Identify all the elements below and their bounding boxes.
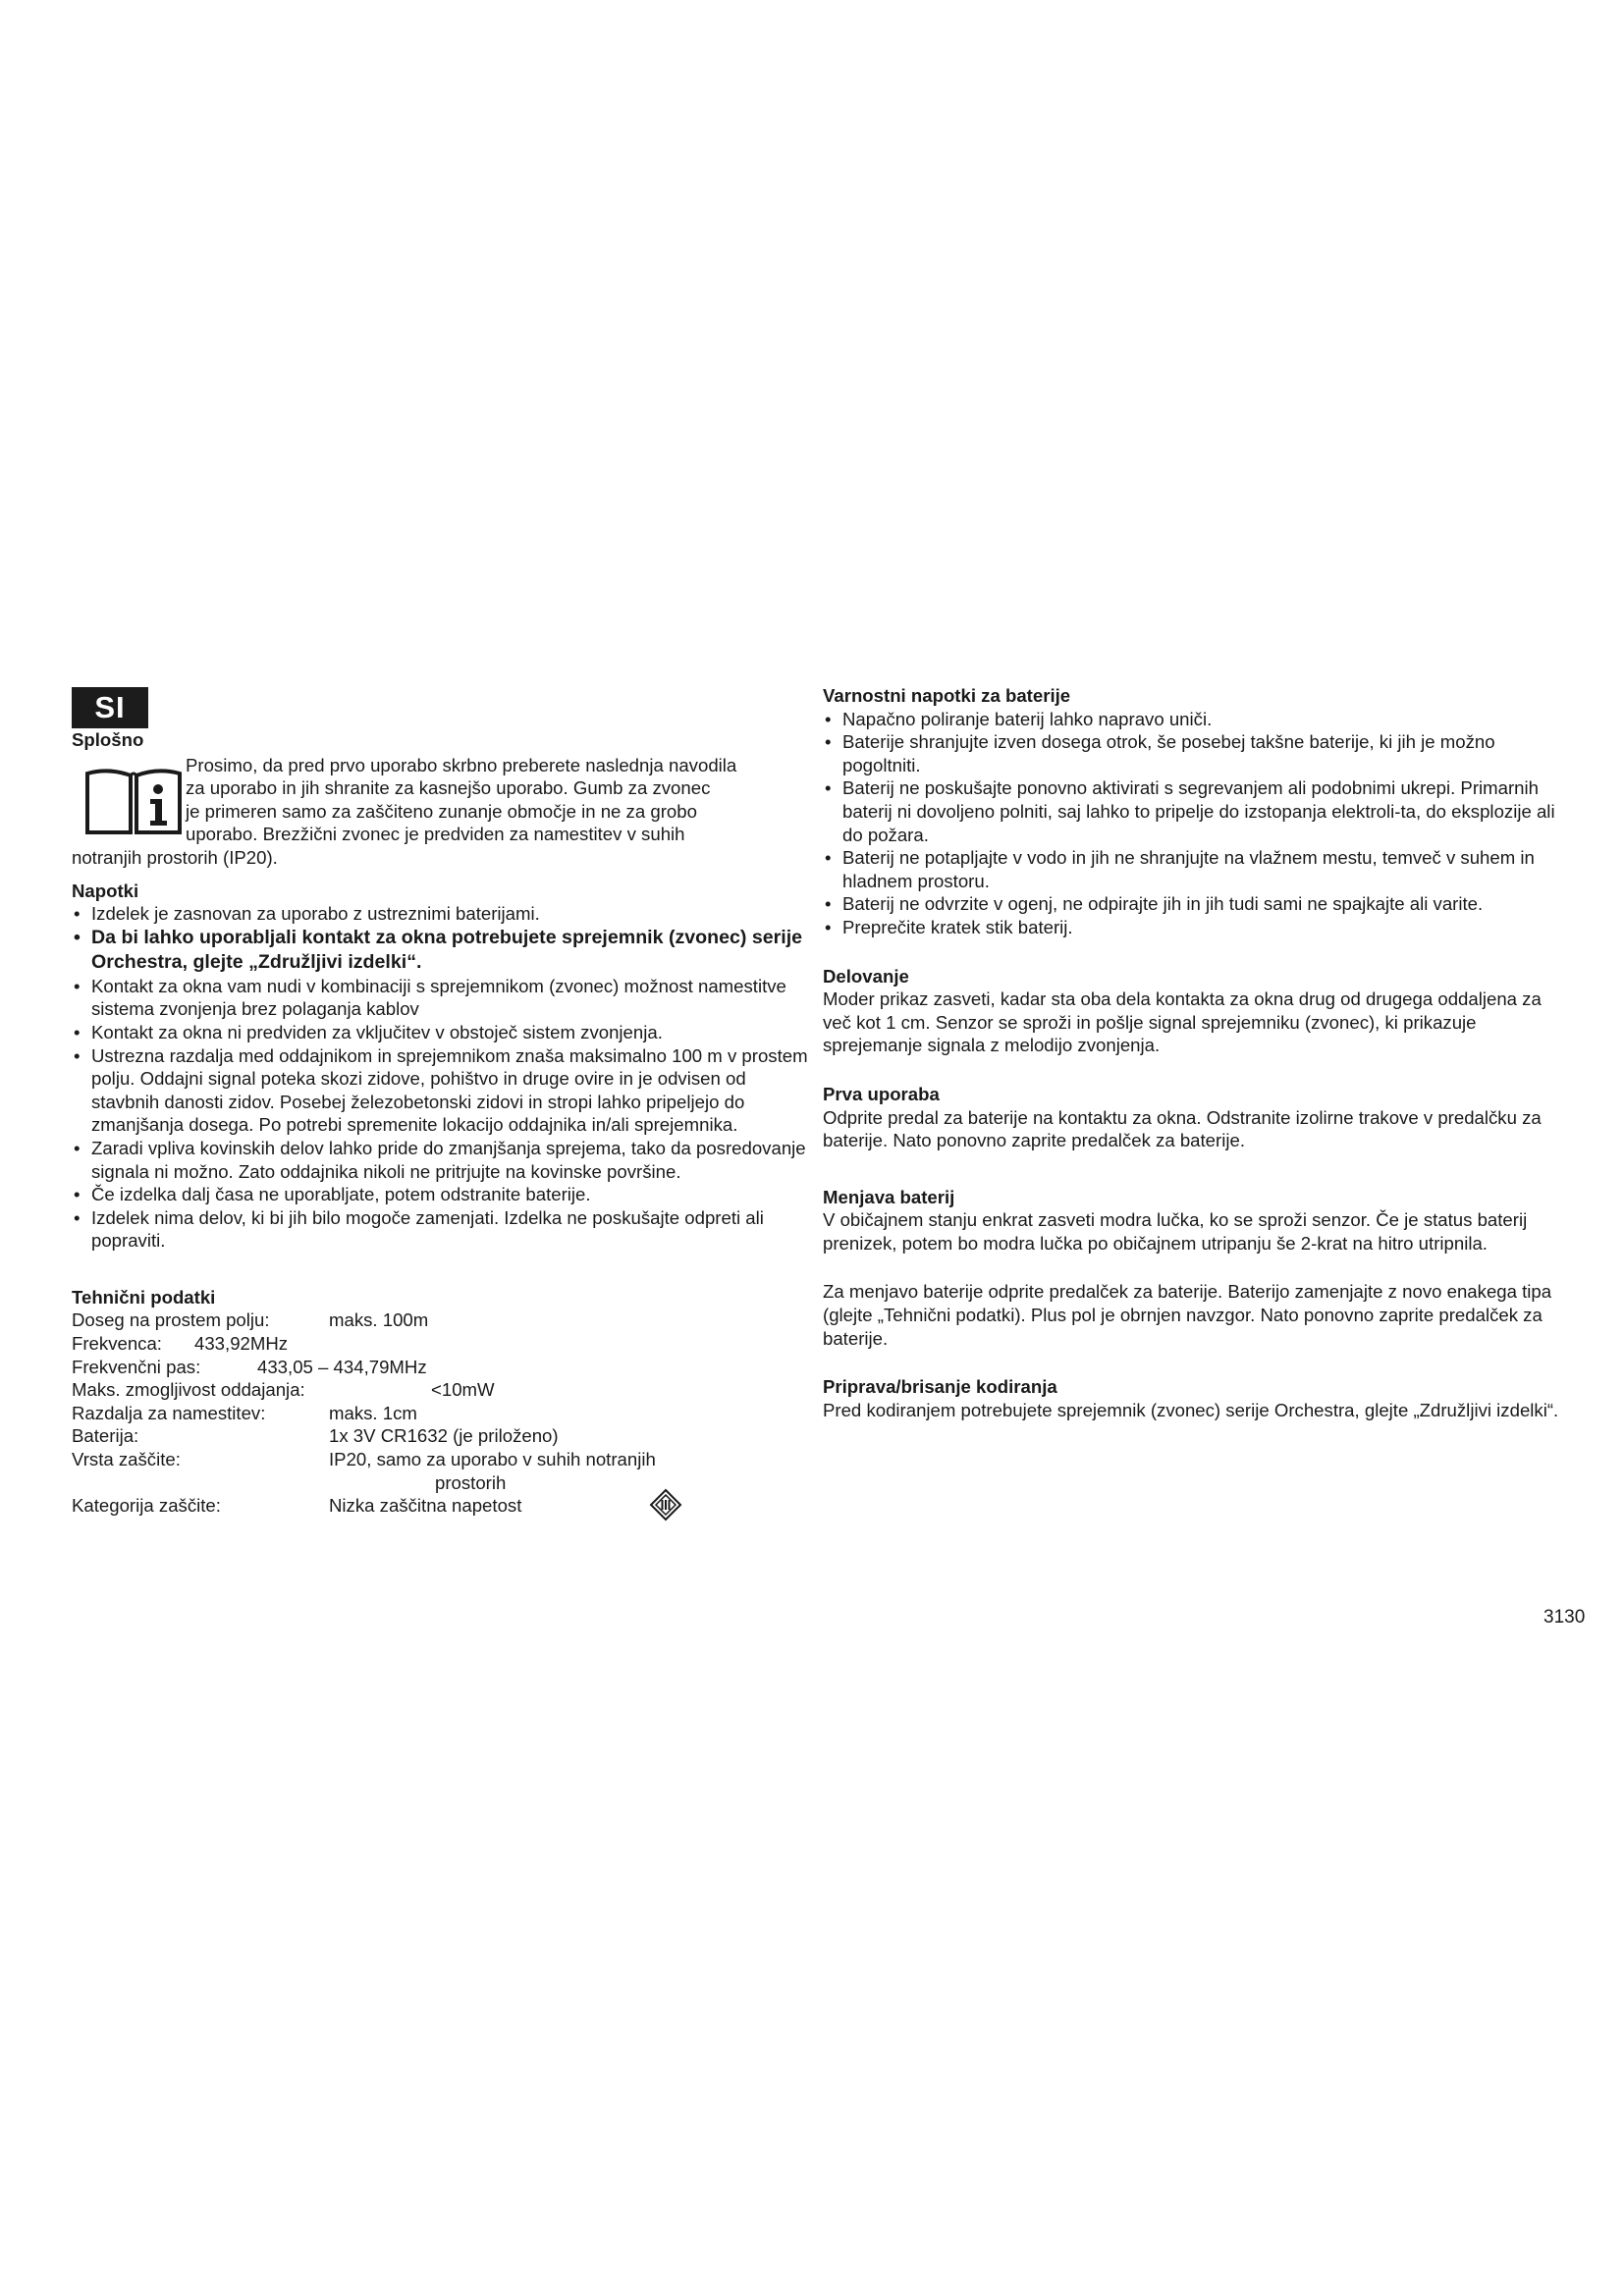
spec-value: Nizka zaščitna napetost: [329, 1495, 522, 1517]
spec-key: Razdalja za namestitev:: [72, 1402, 266, 1423]
spec-key: Frekvenca:: [72, 1333, 162, 1355]
info-book-icon: [83, 766, 184, 836]
first-use-text: Odprite predal za baterije na kontaktu za okna. Odstranite izolirne trakove v predalčku za baterije. Nato ponovno zaprite predalček za baterije.: [823, 1106, 1542, 1151]
spec-value-line: IP20, samo za uporabo v suhih notranjih: [329, 1449, 656, 1470]
left-column: [72, 687, 810, 1518]
list-item: • Baterij ne poskušajte ponovno aktivirati s segrevanjem ali podobnimi ukrepi. Primarnih baterij ni dovoljeno polniti, saj lahko to pripelje do izstopanja elektroli-ta, do eksplozije ali do požara.: [823, 776, 1569, 846]
list-item: • Izdelek nima delov, ki bi jih bilo mogoče zamenjati. Izdelka ne poskušajte odpreti ali popraviti.: [72, 1206, 810, 1253]
spec-key: Baterija:: [72, 1425, 139, 1447]
spec-value: 433,92MHz: [194, 1333, 289, 1355]
spec-row: [72, 1424, 810, 1448]
list-item: • Baterij ne odvrzite v ogenj, ne odpirajte jih in jih tudi sami ne spajkajte ali varite.: [823, 892, 1569, 916]
list-item: • Baterij ne potapljajte v vodo in jih ne shranjujte na vlažnem mestu, temveč v suhem in hladnem prostoru.: [823, 846, 1569, 892]
coding-text: Pred kodiranjem potrebujete sprejemnik (zvonec) serije Orchestra, glejte „Združljivi izdelki“.: [823, 1399, 1559, 1420]
protection-class-iii-icon: [649, 1488, 682, 1522]
spec-value-line: prostorih: [435, 1471, 507, 1493]
list-item: • Ustrezna razdalja med oddajnikom in sprejemnikom znaša maksimalno 100 m v prostem polju. Oddajni signal poteka skozi zidove, pohištvo in druge ovire in je odvisen od stavbnih danosti zidov. Posebej železobetonski zidovi in stropi lahko pripeljejo do zmanjšanja dosega. Po potrebi spremenite lokacijo oddajnika in/ali sprejemnika.: [72, 1044, 810, 1137]
list-item: • Kontakt za okna vam nudi v kombinaciji s sprejemnikom (zvonec) možnost namestitve sistema zvonjenja brez polaganja kablov: [72, 975, 810, 1021]
list-item: • Zaradi vpliva kovinskih delov lahko pride do zmanjšanja sprejema, tako da posredovanje signala ni možno. Zato oddajnika nikoli ne pritrjujte na kovinske površine.: [72, 1137, 810, 1183]
spec-row: [72, 1402, 810, 1425]
spec-row: [72, 1378, 810, 1402]
page-number: 3130: [1543, 1607, 1586, 1628]
general-line-1: Prosimo, da pred prvo uporabo skrbno preberete naslednja navodila: [186, 754, 737, 775]
spec-value: [329, 1448, 731, 1494]
battery-change-heading: Menjava baterij: [823, 1186, 955, 1207]
general-heading: Splošno: [72, 729, 144, 750]
tech-specs: [72, 1308, 810, 1517]
notes-heading: Napotki: [72, 880, 139, 901]
battery-change-text-2: Za menjavo baterije odprite predalček za baterije. Baterijo zamenjajte z novo enakega tipa (glejte „Tehnični podatki). Plus pol je obrnjen navzgor. Nato ponovno zaprite predalček za baterije.: [823, 1281, 1552, 1349]
spec-key: Frekvenčni pas:: [72, 1356, 201, 1377]
spec-value: 433,05 – 434,79MHz: [257, 1356, 427, 1377]
spec-row: [72, 1494, 810, 1518]
spec-value: maks. 100m: [329, 1309, 429, 1331]
general-intro: [72, 754, 810, 870]
notes-list: [72, 902, 810, 1253]
list-item: • Če izdelka dalj časa ne uporabljate, potem odstranite baterije.: [72, 1183, 810, 1206]
spec-key: Vrsta zaščite:: [72, 1449, 181, 1470]
spec-value: maks. 1cm: [329, 1402, 417, 1423]
spec-row: [72, 1356, 810, 1379]
battery-safety-heading: Varnostni napotki za baterije: [823, 685, 1071, 706]
coding-heading: Priprava/brisanje kodiranja: [823, 1376, 1057, 1398]
general-line-4: uporabo. Brezžični zvonec je predviden za namestitev v suhih: [186, 824, 685, 845]
list-item: • Da bi lahko uporabljali kontakt za okna potrebujete sprejemnik (zvonec) serije Orchestra, glejte „Združljivi izdelki“.: [72, 926, 810, 975]
spec-row: [72, 1332, 810, 1356]
spec-key: Doseg na prostem polju:: [72, 1309, 270, 1331]
list-item: • Napačno poliranje baterij lahko napravo uniči.: [823, 708, 1569, 731]
battery-change-text-1: V običajnem stanju enkrat zasveti modra lučka, ko se sproži senzor. Če je status baterij prenizek, potem bo modra lučka po običajnem utripanju še 2-krat na hitro utripnila.: [823, 1209, 1528, 1254]
language-badge: SI: [72, 687, 148, 728]
right-column: [823, 684, 1569, 1421]
battery-safety-list: [823, 708, 1569, 939]
general-line-5: notranjih prostorih (IP20).: [72, 846, 278, 868]
spec-value: 1x 3V CR1632 (je priloženo): [329, 1425, 559, 1447]
list-item: • Kontakt za okna ni predviden za vključitev v obstoječ sistem zvonjenja.: [72, 1021, 810, 1044]
list-item: • Preprečite kratek stik baterij.: [823, 916, 1569, 939]
general-line-3: je primeren samo za zaščiteno zunanje območje in ne za grobo: [186, 800, 697, 822]
operation-heading: Delovanje: [823, 965, 909, 987]
list-item: • Baterije shranjujte izven dosega otrok, še posebej takšne baterije, ki jih je možno pogoltniti.: [823, 730, 1569, 776]
list-item: • Izdelek je zasnovan za uporabo z ustreznimi baterijami.: [72, 902, 810, 926]
spec-key: Maks. zmogljivost oddajanja:: [72, 1379, 305, 1401]
tech-heading: Tehnični podatki: [72, 1286, 216, 1308]
spec-value: <10mW: [431, 1379, 495, 1401]
general-line-2: za uporabo in jih shranite za kasnejšo uporabo. Gumb za zvonec: [186, 777, 711, 799]
spec-key: Kategorija zaščite:: [72, 1495, 221, 1517]
spec-row: [72, 1448, 810, 1494]
first-use-heading: Prva uporaba: [823, 1083, 940, 1104]
operation-text: Moder prikaz zasveti, kadar sta oba dela kontakta za okna drug od drugega oddaljena za več kot 1 cm. Senzor se sproži in pošlje signal sprejemniku (zvonec), ki prikazuje sprejemanje signala z melodijo zvonjenja.: [823, 988, 1542, 1056]
spec-row: [72, 1308, 810, 1332]
